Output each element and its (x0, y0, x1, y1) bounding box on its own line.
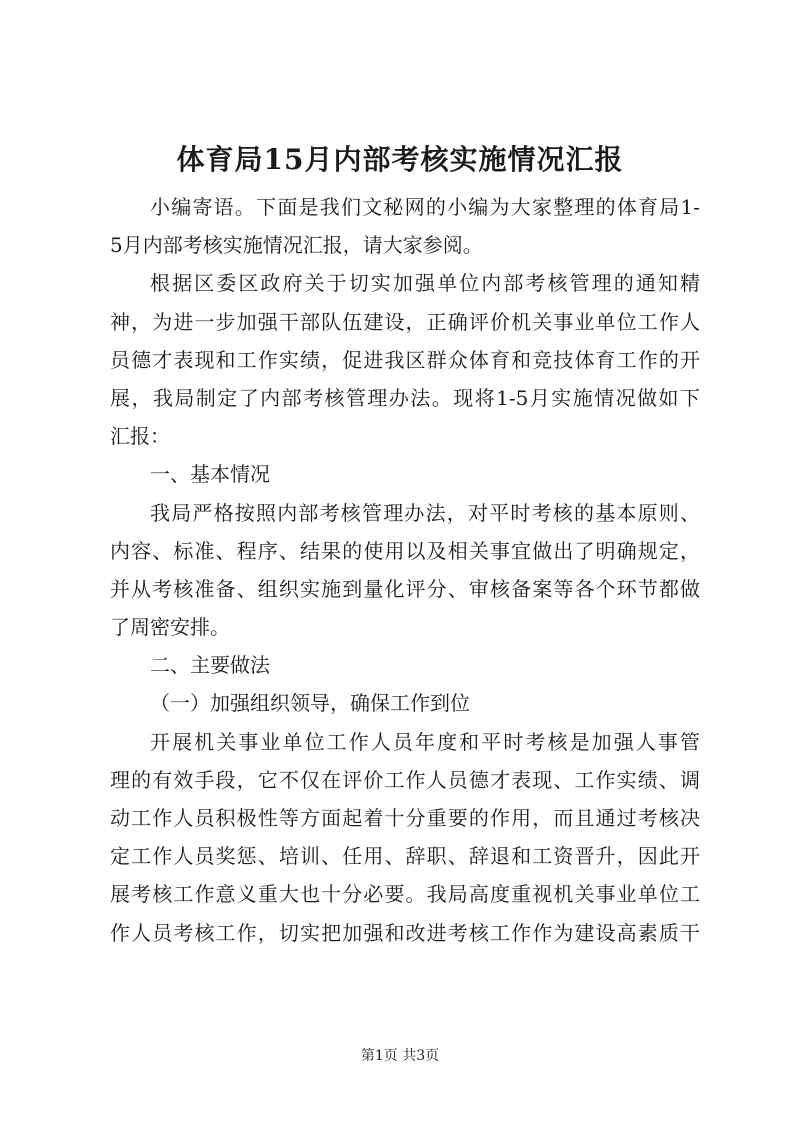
body-text-line: 小编寄语。下面是我们文秘网的小编为大家整理的体育局1- (150, 195, 700, 219)
body-text-line: 展考核工作意义重大也十分必要。我局高度重视机关事业单位工 (110, 882, 700, 907)
body-text-line: 一、基本情况 (150, 462, 270, 487)
body-text-line: 了周密安排。 (110, 615, 230, 640)
body-text-line: 神，为进一步加强干部队伍建设，正确评价机关事业单位工作人 (110, 309, 700, 334)
body-text-line: 根据区委区政府关于切实加强单位内部考核管理的通知精 (150, 271, 700, 296)
body-text-line: 作人员考核工作，切实把加强和改进考核工作作为建设高素质干 (110, 920, 700, 945)
body-text-line: 动工作人员积极性等方面起着十分重要的作用，而且通过考核决 (110, 806, 700, 830)
document-title: 体育局15月内部考核实施情况汇报 (176, 143, 624, 176)
document-body (110, 188, 700, 952)
body-text-line: 员德才表现和工作实绩，促进我区群众体育和竞技体育工作的开 (110, 347, 700, 372)
body-text-line: 汇报： (110, 424, 170, 449)
body-text-line: 展，我局制定了内部考核管理办法。现将1-5月实施情况做如下 (110, 385, 700, 410)
body-text-line: （一）加强组织领导，确保工作到位 (150, 691, 470, 716)
body-text-line: 二、主要做法 (150, 653, 270, 678)
body-text-line: 我局严格按照内部考核管理办法，对平时考核的基本原则、 (150, 500, 700, 525)
body-text-line: 5月内部考核实施情况汇报，请大家参阅。 (110, 233, 483, 258)
page-footer: 第1页 共3页 (360, 1048, 440, 1064)
body-text-line: 定工作人员奖惩、培训、任用、辞职、辞退和工资晋升，因此开 (110, 844, 700, 869)
body-text-line: 开展机关事业单位工作人员年度和平时考核是加强人事管 (150, 729, 700, 754)
body-text-line: 理的有效手段，它不仅在评价工作人员德才表现、工作实绩、调 (110, 767, 700, 792)
body-text-line: 内容、标准、程序、结果的使用以及相关事宜做出了明确规定， (110, 538, 700, 563)
body-text-line: 并从考核准备、组织实施到量化评分、审核备案等各个环节都做 (110, 576, 700, 601)
